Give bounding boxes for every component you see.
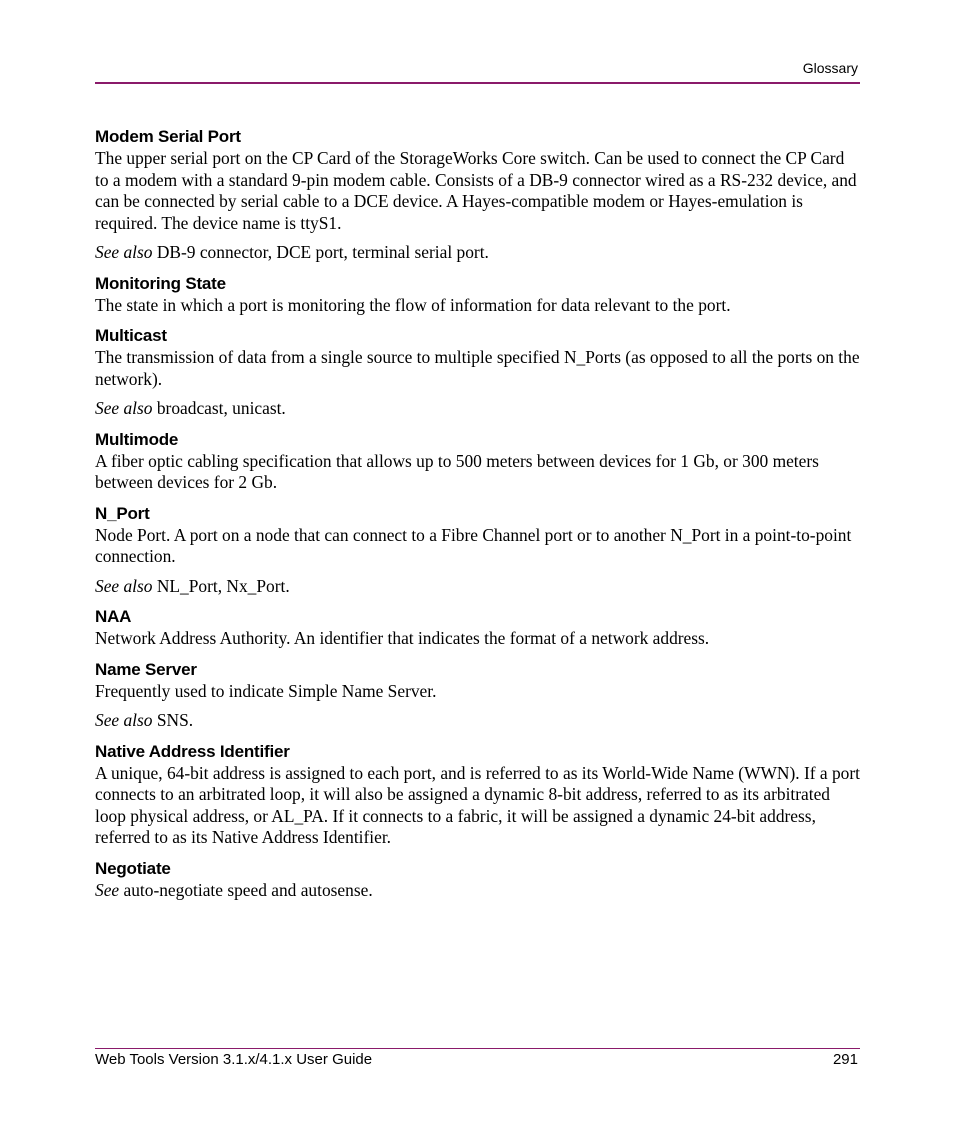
glossary-definition: Node Port. A port on a node that can connect to a Fibre Channel port or to another N_Port in a point-to-point connection. — [95, 524, 852, 566]
glossary-entry — [95, 659, 860, 732]
glossary-term: Modem Serial Port — [95, 127, 241, 146]
see-also-label: See also — [95, 398, 153, 418]
glossary-definition: The upper serial port on the CP Card of the StorageWorks Core switch. Can be used to connect the CP Card to a modem with a standard 9-pin modem cable. Consists of a DB-9 connector wired as a RS-232 device, and can be connected by serial cable to a DCE device. A Hayes-compatible modem or Hayes-emulation is required. The device name is ttyS1. — [95, 148, 857, 233]
see-also-label: See also — [95, 575, 153, 596]
see-also-label: See also — [95, 710, 153, 730]
glossary-term: N_Port — [95, 503, 150, 523]
see-also-label: See also — [95, 242, 153, 262]
footer-guide-title: Web Tools Version 3.1.x/4.1.x User Guide — [95, 1051, 373, 1068]
see-also — [95, 576, 860, 598]
glossary-definition: A unique, 64-bit address is assigned to each port, and is referred to as its World-Wide Name (WWN). If a port connects to an arbitrated loop, it will also be assigned a dynamic 8-bit address, referred to as its arbitrated loop physical address, or AL_PA. If it connects to a fabric, it will be assigned a dynamic 24-bit address, referred to as its Native Address Identifier. — [95, 762, 860, 847]
page-number: 291 — [832, 1051, 858, 1068]
glossary-definition: Network Address Authority. An identifier that indicates the format of a network address. — [95, 628, 710, 648]
see-also-text: broadcast, unicast. — [156, 398, 286, 418]
footer-rule — [95, 1048, 860, 1049]
glossary-entry — [95, 741, 860, 849]
glossary-definition — [95, 880, 860, 902]
glossary-term: Monitoring State — [95, 273, 226, 293]
see-also-text: NL_Port, Nx_Port. — [156, 575, 290, 596]
glossary-definition: A fiber optic cabling specification that allows up to 500 meters between devices for 1 Gb, or 300 meters between devices for 2 Gb. — [95, 450, 819, 492]
running-header: Glossary — [802, 60, 858, 76]
glossary-content — [95, 126, 860, 910]
glossary-entry — [95, 606, 860, 650]
glossary-entry — [95, 273, 860, 317]
glossary-entry — [95, 858, 860, 902]
glossary-definition: The transmission of data from a single source to multiple specified N_Ports (as opposed to all the ports on the network). — [95, 347, 860, 389]
glossary-entry — [95, 503, 860, 598]
glossary-term: Multicast — [95, 326, 167, 345]
glossary-definition: Frequently used to indicate Simple Name Server. — [95, 680, 437, 701]
glossary-term: Native Address Identifier — [95, 741, 290, 761]
see-text: auto-negotiate speed and autosense. — [123, 879, 373, 900]
glossary-entry — [95, 429, 860, 494]
glossary-entry — [95, 126, 860, 264]
see-label: See — [95, 879, 120, 900]
see-also-text: DB-9 connector, DCE port, terminal serial port. — [156, 242, 489, 262]
see-also — [95, 242, 860, 264]
glossary-term: Negotiate — [95, 858, 171, 878]
glossary-entry — [95, 325, 860, 420]
see-also — [95, 398, 860, 420]
glossary-term: Name Server — [95, 659, 197, 679]
see-also-text: SNS. — [156, 710, 194, 730]
see-also — [95, 710, 860, 732]
glossary-definition: The state in which a port is monitoring the flow of information for data relevant to the port. — [95, 294, 731, 315]
header-rule — [95, 82, 860, 84]
glossary-term: NAA — [95, 607, 132, 626]
glossary-term: Multimode — [95, 429, 179, 449]
